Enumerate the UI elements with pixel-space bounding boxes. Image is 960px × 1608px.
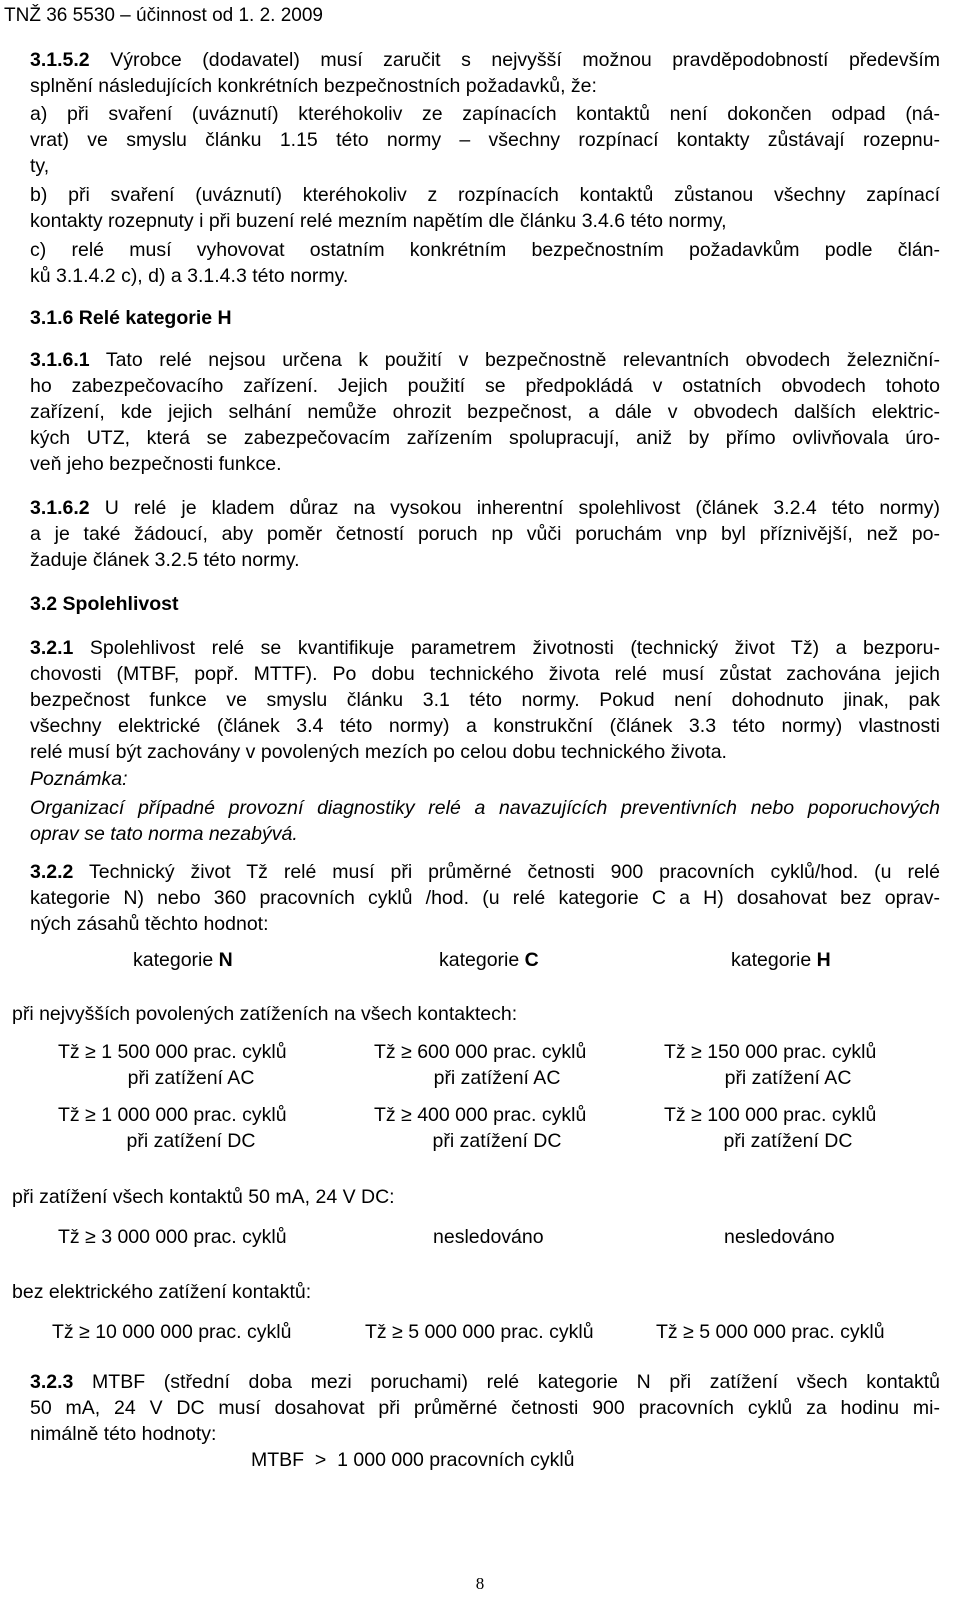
category-prefix: kategorie <box>731 949 812 971</box>
paragraph-line: kategorie N) nebo 360 pracovních cyklů /hod. (u relé kategorie C a H) dosahovat bez oprav- <box>30 887 940 909</box>
section-number: 3.2.2 <box>30 861 74 883</box>
table-cell-sub: při zatížení DC <box>126 1130 256 1152</box>
paragraph-3-1-5-2-line <box>30 48 940 72</box>
paragraph-3-2-2-line <box>30 860 940 884</box>
list-item-b: b) při svaření (uváznutí) kteréhokoliv z rozpínacích kontaktů zůstanou všechny zapínací <box>30 184 940 206</box>
paragraph-line: žaduje článek 3.2.5 této normy. <box>30 549 300 571</box>
paragraph-line: splnění následujících konkrétních bezpečnostních požadavků, že: <box>30 75 597 97</box>
paragraph-text: MTBF (střední doba mezi poruchami) relé kategorie N při zatížení všech kontaktů <box>92 1371 941 1393</box>
table-cell: nesledováno <box>724 1226 835 1248</box>
section-number: 3.2.1 <box>30 637 74 659</box>
category-prefix: kategorie <box>439 949 520 971</box>
table-cell-sub: při zatížení AC <box>433 1067 561 1089</box>
list-item-a-cont: ty, <box>30 155 50 177</box>
heading-title: Spolehlivost <box>62 593 179 615</box>
section-heading-3-2 <box>30 592 940 616</box>
section-number: 3.1.5.2 <box>30 49 90 71</box>
paragraph-text: Technický život Tž relé musí při průměrné četnosti 900 pracovních cyklů/hod. (u relé <box>88 861 940 883</box>
paragraph-3-2-3-line <box>30 1370 940 1394</box>
paragraph-line: všechny elektrické (článek 3.4 této normy) a konstrukční (článek 3.3 této normy) vlastnosti <box>30 715 940 737</box>
table-cell: Tž ≥ 3 000 000 prac. cyklů <box>58 1226 287 1248</box>
note-text: Organizací případné provozní diagnostiky relé a navazujících preventivních nebo poporuchových <box>30 797 940 819</box>
table-cell: Tž ≥ 100 000 prac. cyklů <box>664 1104 877 1126</box>
table-cell: Tž ≥ 1 000 000 prac. cyklů <box>58 1104 287 1126</box>
table-cell: Tž ≥ 10 000 000 prac. cyklů <box>52 1321 292 1343</box>
paragraph-line: a je také žádoucí, aby poměr četností poruch np vůči poruchám vnp byl příznivější, než po- <box>30 523 940 545</box>
heading-number: 3.2 <box>30 593 58 615</box>
paragraph-line: veň jeho bezpečnosti funkce. <box>30 453 282 475</box>
category-header-n <box>133 948 233 972</box>
list-item-a-cont: vrat) ve smyslu článku 1.15 této normy – všechny rozpínací kontakty zůstávají rozepnu- <box>30 129 940 151</box>
list-item-c-cont: ků 3.1.4.2 c), d) a 3.1.4.3 této normy. <box>30 265 349 287</box>
table-group-label: při nejvyšších povolených zatíženích na všech kontaktech: <box>12 1003 518 1025</box>
note-label: Poznámka: <box>30 768 128 790</box>
table-group-label: bez elektrického zatížení kontaktů: <box>12 1281 312 1303</box>
table-cell-sub: při zatížení DC <box>432 1130 562 1152</box>
list-item-b-cont: kontakty rozepnuty i při buzení relé mezním napětím dle článku 3.4.6 této normy, <box>30 210 727 232</box>
paragraph-line: kých UTZ, která se zabezpečovacím zařízením spolupracují, aniž by přímo ovlivňovala úro- <box>30 427 940 449</box>
paragraph-3-1-6-1-line <box>30 348 940 372</box>
category-header-c <box>439 948 539 972</box>
category-header-h <box>731 948 831 972</box>
paragraph-line: zařízení, kde jejich selhání nemůže ohrozit bezpečnost, a dále v obvodech dalších elektric- <box>30 401 940 423</box>
table-cell: Tž ≥ 400 000 prac. cyklů <box>374 1104 587 1126</box>
paragraph-line: bezpečnost funkce ve smyslu článku 3.1 této normy. Pokud není dohodnuto jinak, pak <box>30 689 940 711</box>
section-number: 3.1.6.1 <box>30 349 90 371</box>
paragraph-3-2-1-line <box>30 636 940 660</box>
table-cell: nesledováno <box>433 1226 544 1248</box>
section-number: 3.2.3 <box>30 1371 74 1393</box>
section-number: 3.1.6.2 <box>30 497 90 519</box>
paragraph-line: chovosti (MTBF, popř. MTTF). Po dobu technického života relé musí zůstat zachována jejich <box>30 663 940 685</box>
mtbf-formula: MTBF > 1 000 000 pracovních cyklů <box>251 1449 575 1471</box>
category-letter: H <box>816 949 831 971</box>
table-cell: Tž ≥ 1 500 000 prac. cyklů <box>58 1041 287 1063</box>
paragraph-line: nimálně této hodnoty: <box>30 1423 217 1445</box>
table-cell: Tž ≥ 600 000 prac. cyklů <box>374 1041 587 1063</box>
category-letter: C <box>524 949 539 971</box>
table-cell: Tž ≥ 5 000 000 prac. cyklů <box>365 1321 594 1343</box>
page-number: 8 <box>475 1574 485 1593</box>
category-prefix: kategorie <box>133 949 214 971</box>
category-letter: N <box>218 949 233 971</box>
table-cell-sub: při zatížení DC <box>723 1130 853 1152</box>
paragraph-text: Tato relé nejsou určena k použití v bezpečnostně relevantních obvodech železniční- <box>105 349 940 371</box>
paragraph-line: ných zásahů těchto hodnot: <box>30 913 269 935</box>
document-header: TNŽ 36 5530 – účinnost od 1. 2. 2009 <box>4 5 323 26</box>
paragraph-line: ho zabezpečovacího zařízení. Jejich použití se předpokládá v ostatních obvodech tohoto <box>30 375 940 397</box>
paragraph-line: relé musí být zachovány v povolených mezích po celou dobu technického života. <box>30 741 727 763</box>
note-text: oprav se tato norma nezabývá. <box>30 823 298 845</box>
heading-number: 3.1.6 <box>30 307 74 329</box>
table-cell: Tž ≥ 5 000 000 prac. cyklů <box>656 1321 885 1343</box>
section-heading-3-1-6 <box>30 306 940 330</box>
list-item-a: a) při svaření (uváznutí) kteréhokoliv ze zapínacích kontaktů není dokončen odpad (ná- <box>30 103 940 125</box>
paragraph-3-1-6-2-line <box>30 496 940 520</box>
paragraph-text: U relé je kladem důraz na vysokou inherentní spolehlivost (článek 3.2.4 této normy) <box>104 497 941 519</box>
paragraph-text: Spolehlivost relé se kvantifikuje parametrem životnosti (technický život Tž) a bezporu- <box>89 637 940 659</box>
paragraph-text: Výrobce (dodavatel) musí zaručit s nejvyšší možnou pravděpodobností především <box>110 49 940 71</box>
table-cell: Tž ≥ 150 000 prac. cyklů <box>664 1041 877 1063</box>
list-item-c: c) relé musí vyhovovat ostatním konkrétním bezpečnostním požadavkům podle člán- <box>30 239 940 261</box>
table-cell-sub: při zatížení AC <box>724 1067 852 1089</box>
table-group-label: při zatížení všech kontaktů 50 mA, 24 V DC: <box>12 1186 395 1208</box>
heading-title: Relé kategorie H <box>78 307 232 329</box>
paragraph-line: 50 mA, 24 V DC musí dosahovat při průměrné četnosti 900 pracovních cyklů za hodinu mi- <box>30 1397 940 1419</box>
table-cell-sub: při zatížení AC <box>127 1067 255 1089</box>
